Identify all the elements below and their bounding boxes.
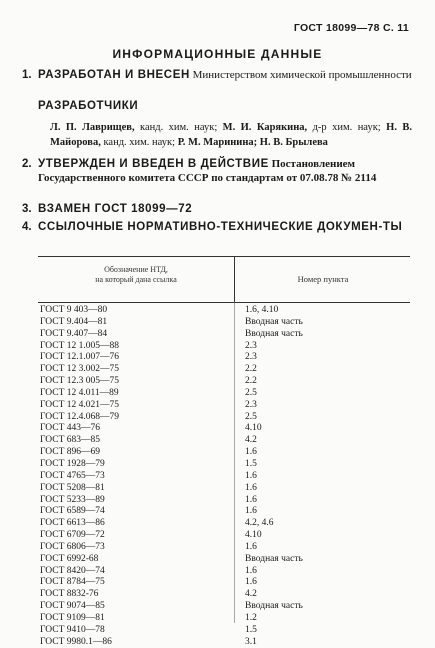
document-designation: ГОСТ 9410—78 [40,624,105,635]
clause-number: 4.10 [245,423,262,434]
clause-number: 1.6 [245,577,257,588]
table-row [38,412,410,424]
clause-number: 1.6, 4.10 [245,305,279,315]
developer-degree: д-р хим. наук; [307,122,387,133]
table-row [38,542,410,554]
section-number: 1. [22,69,32,81]
table-row [38,317,410,329]
document-designation: ГОСТ 443—76 [40,423,100,434]
table-row [38,601,410,613]
table-row [38,495,410,507]
document-designation: ГОСТ 8784—75 [40,577,105,588]
developer-name: Н. В. Майорова, [50,122,413,148]
developer-name: Л. П. Лаврищев, [50,122,135,133]
table-row [38,329,410,341]
document-designation: ГОСТ 9109—81 [40,612,105,623]
table-row [38,530,410,542]
clause-number: 1.6 [245,447,257,458]
document-designation: ГОСТ 4765—73 [40,470,105,481]
document-designation: ГОСТ 9074—85 [40,601,105,612]
document-designation: ГОСТ 5208—81 [40,482,105,493]
table-row [38,388,410,400]
section-heading: УТВЕРЖДЕН И ВВЕДЕН В ДЕЙСТВИЕ [38,158,269,170]
column-header-line: Обозначение НТД, [104,265,168,274]
table-header [38,256,410,303]
table-row [38,637,410,648]
document-designation: ГОСТ 12.4.068—79 [40,411,119,422]
table-row [38,435,410,447]
document-designation: ГОСТ 6992-68 [40,553,99,564]
section-heading: ВЗАМЕН ГОСТ 18099—72 [38,203,193,215]
column-header-line: на который дана ссылка [95,275,177,284]
document-designation: ГОСТ 1928—79 [40,458,105,469]
clause-number: 3.1 [245,636,257,647]
developers-heading: РАЗРАБОТЧИКИ [38,100,139,112]
clause-number: 1.6 [245,470,257,481]
document-designation: ГОСТ 683—85 [40,435,100,446]
section-number: 3. [22,203,32,215]
table-row [38,459,410,471]
developer-name: М. И. Карякина, [222,122,308,133]
table-row [38,554,410,566]
clause-number: 2.3 [245,399,257,410]
clause-number: Вводная часть [245,601,303,612]
document-designation: ГОСТ 9980.1—86 [40,636,112,647]
document-designation: ГОСТ 12.3 005—75 [40,376,119,387]
clause-number: 1.6 [245,565,257,576]
section-text: Постановлением Государственного комитета СССР по стандартам от 07.08.78 № 2114 [38,158,377,184]
clause-number: 1.5 [245,624,257,635]
section-number: 2. [22,158,32,170]
table-row [38,589,410,601]
table-row [38,625,410,637]
column-divider [234,301,235,623]
document-designation: ГОСТ 6709—72 [40,530,105,541]
section-4 [22,220,410,234]
references-table [38,256,410,647]
document-designation: ГОСТ 12 4.021—75 [40,399,119,410]
document-designation: ГОСТ 6806—73 [40,541,105,552]
document-designation: ГОСТ 6589—74 [40,506,105,517]
clause-number: 2.5 [245,387,257,398]
clause-number: 2.3 [245,352,257,363]
clause-number: 1.5 [245,458,257,469]
table-row [38,400,410,412]
table-row [38,471,410,483]
page-header: ГОСТ 18099—78 С. 11 [293,22,409,34]
clause-number: 2.2 [245,364,257,375]
section-heading: РАЗРАБОТАН И ВНЕСЕН [38,69,190,81]
table-row [38,518,410,530]
clause-number: 1.6 [245,541,257,552]
document-designation: ГОСТ 8420—74 [40,565,105,576]
developer-degree: канд. хим. наук; [134,122,223,133]
clause-number: Вводная часть [245,553,303,564]
table-row [38,341,410,353]
developers-list [50,120,412,150]
clause-number: 2.3 [245,340,257,351]
section-text: Министерством химической промышленности [189,69,412,81]
document-designation: ГОСТ 6613—86 [40,518,105,529]
table-row [38,364,410,376]
table-body [38,305,410,648]
document-designation: ГОСТ 8832-76 [40,589,99,600]
table-row [38,577,410,589]
document-designation: ГОСТ 12.1.007—76 [40,352,119,363]
clause-number: 2.5 [245,411,257,422]
document-designation: ГОСТ 9 403—80 [40,305,108,315]
table-row [38,613,410,625]
table-row [38,305,410,317]
column-header-document [38,265,234,285]
page-title: ИНФОРМАЦИОННЫЕ ДАННЫЕ [112,47,323,61]
section-3 [22,202,412,216]
section-1 [22,68,412,82]
developer-name: Н. В. Брылева [259,137,328,148]
clause-number: 2.2 [245,376,257,387]
clause-number: Вводная часть [245,328,303,339]
developer-name: Р. М. Маринина; [177,137,258,148]
table-row [38,506,410,518]
document-designation: ГОСТ 12 1.005—88 [40,340,119,351]
document-designation: ГОСТ 12 3.002—75 [40,364,119,375]
clause-number: 4.10 [245,530,262,541]
table-row [38,423,410,435]
clause-number: 1.2 [245,612,257,623]
document-designation: ГОСТ 12 4.011—89 [40,387,119,398]
table-row [38,352,410,364]
table-row [38,447,410,459]
table-row [38,566,410,578]
section-2 [22,157,412,185]
document-designation: ГОСТ 9.404—81 [40,316,108,327]
section-number: 4. [22,221,32,233]
clause-number: 4.2, 4.6 [245,518,274,529]
clause-number: Вводная часть [245,316,303,327]
clause-number: 1.6 [245,506,257,517]
clause-number: 4.2 [245,435,257,446]
column-header-clause: Номер пункта [234,257,411,302]
clause-number: 1.6 [245,494,257,505]
document-designation: ГОСТ 5233—89 [40,494,105,505]
table-row [38,483,410,495]
clause-number: 4.2 [245,589,257,600]
section-heading: ССЫЛОЧНЫЕ НОРМАТИВНО-ТЕХНИЧЕСКИЕ ДОКУМЕН-ТЫ [38,221,403,233]
developer-degree: канд. хим. наук; [100,137,178,148]
table-row [38,376,410,388]
document-designation: ГОСТ 9.407—84 [40,328,108,339]
clause-number: 1.6 [245,482,257,493]
document-designation: ГОСТ 896—69 [40,447,100,458]
